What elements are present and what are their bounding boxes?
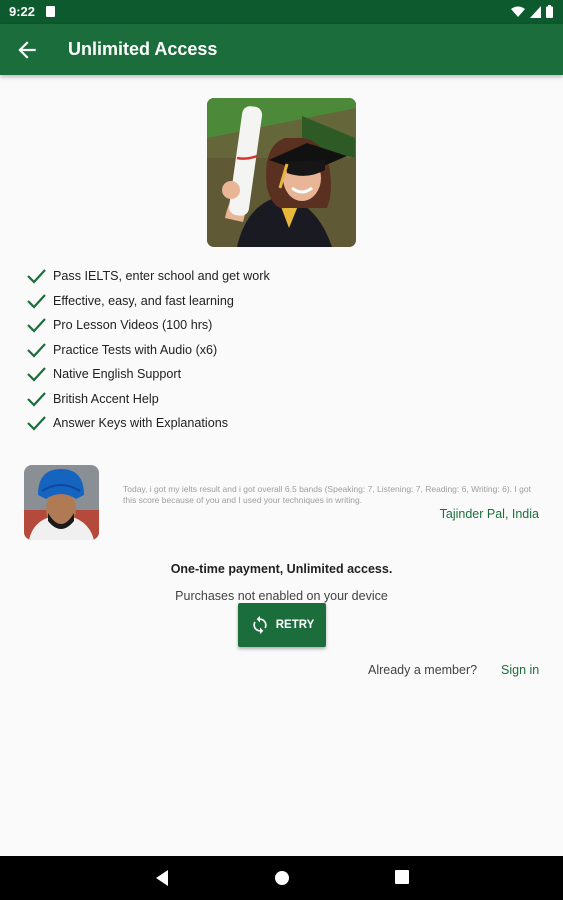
feature-list [26,264,270,436]
signal-icon [530,6,541,18]
list-item [26,362,270,387]
check-icon [26,268,47,284]
list-item [26,387,270,412]
retry-label: RETRY [275,619,315,631]
feature-text: Native English Support [53,367,182,382]
back-nav-icon[interactable] [155,869,169,887]
graduate-photo [207,98,356,247]
testimonial-quote: Today, i got my ielts result and i got overall 6.5 bands (Speaking: 7, Listening: 7, Reading: 6, Writing: 6). I got this score because of you and I used your techniques in writing. [123,484,531,505]
check-icon [26,366,47,382]
feature-text: Pro Lesson Videos (100 hrs) [53,318,213,333]
status-time: 9:22 [9,4,36,19]
app-bar [0,24,563,75]
check-icon [26,415,47,431]
battery-icon [546,5,553,18]
testimonial-avatar [24,465,99,540]
recents-nav-icon[interactable] [394,869,410,885]
list-item [26,264,270,289]
check-icon [26,342,47,358]
home-nav-icon[interactable] [273,869,291,887]
list-item [26,411,270,436]
list-item [26,338,270,363]
check-icon [26,317,47,333]
status-bar [0,0,563,24]
list-item [26,289,270,314]
member-prompt: Already a member? [368,663,478,677]
system-nav-bar [0,856,563,900]
feature-text: Pass IELTS, enter school and get work [53,269,270,284]
wifi-icon [511,6,525,18]
feature-text: British Accent Help [53,391,159,406]
payment-headline: One-time payment, Unlimited access. [170,562,393,576]
retry-button[interactable] [238,603,326,647]
sign-in-link[interactable]: Sign in [501,663,540,677]
feature-text: Answer Keys with Explanations [53,416,228,431]
purchase-status: Purchases not enabled on your device [175,589,388,603]
list-item [26,313,270,338]
page-title: Unlimited Access [68,39,218,59]
testimonial-author: Tajinder Pal, India [439,507,539,521]
check-icon [26,391,47,407]
check-icon [26,293,47,309]
refresh-icon [250,615,270,635]
sd-card-icon [46,6,55,17]
feature-text: Effective, easy, and fast learning [53,293,234,308]
arrow-back-icon[interactable] [14,37,40,63]
system-icons [511,5,553,18]
feature-text: Practice Tests with Audio (x6) [53,342,218,357]
